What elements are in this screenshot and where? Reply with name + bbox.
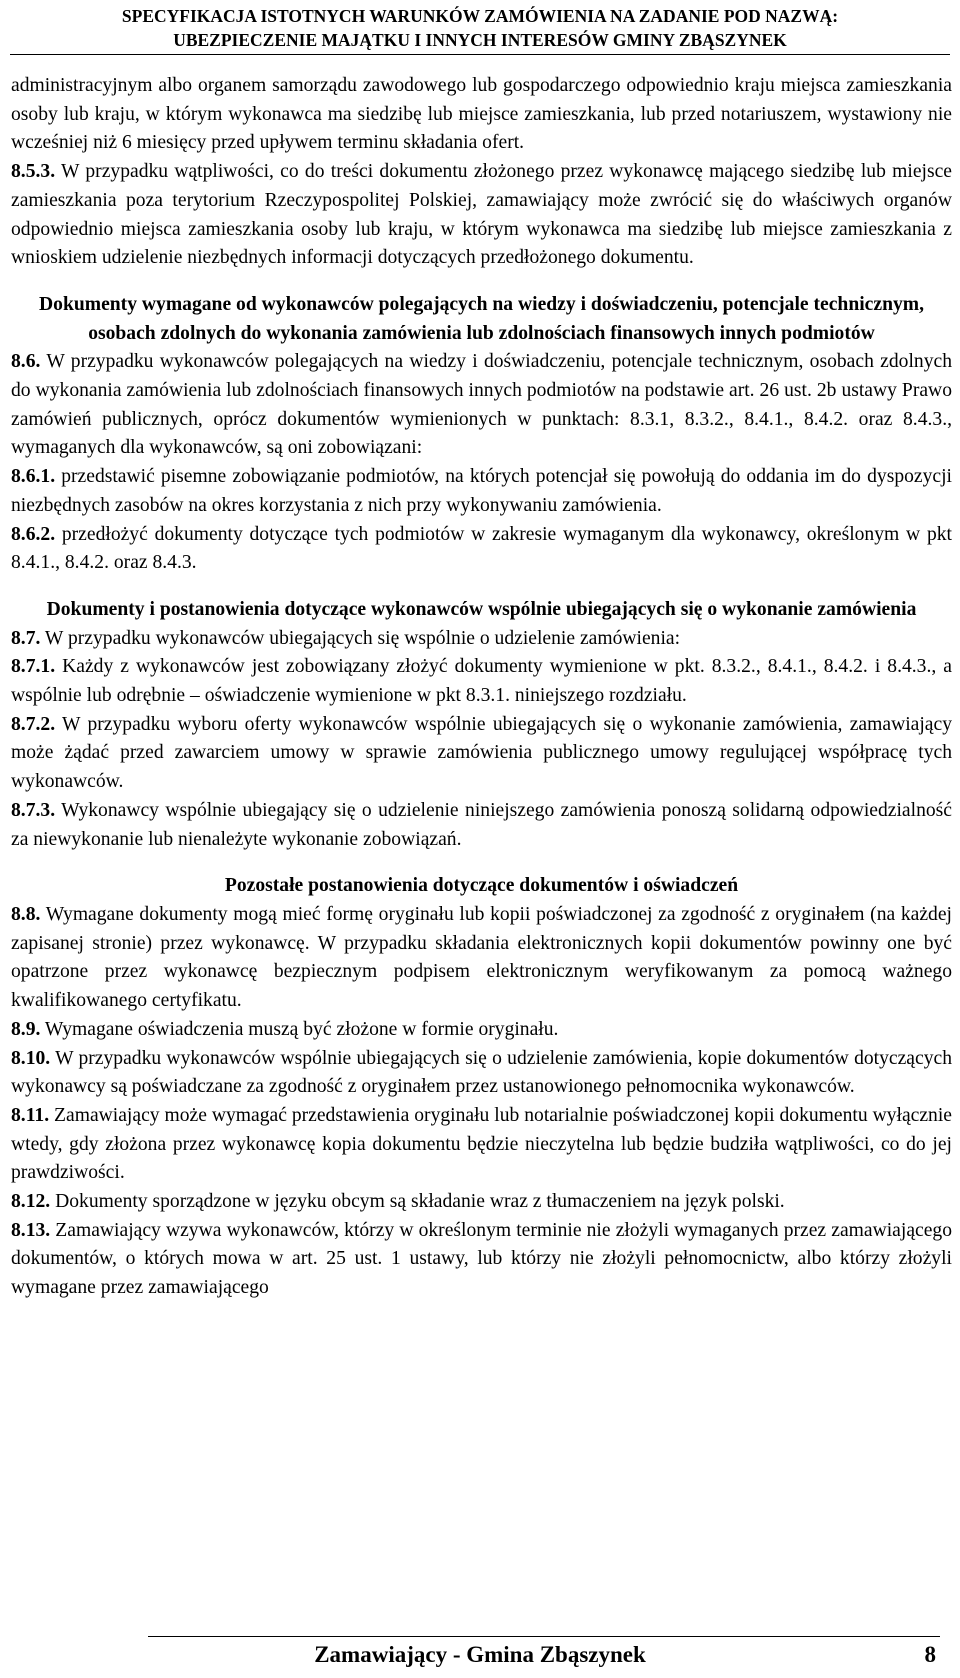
paragraph-text: Zamawiający może wymagać przedstawienia oryginału lub notarialnie poświadczonej kopii dokumentu wyłącznie wtedy, gdy złożona przez wykonawcę kopia dokumentu będzie nieczytelna lub będzie budziła wątpliwości, co do jej prawdziwości. [11,1104,952,1184]
document-body [11,72,952,1303]
footer-rule [148,1636,940,1637]
footer-text: Zamawiający - Gmina Zbąszynek [314,1642,646,1667]
paragraph-number: 8.13. [11,1219,51,1241]
paragraph-text: przedłożyć dokumenty dotyczące tych podmiotów w zakresie wymaganym dla wykonawcy, określonym w pkt 8.4.1., 8.4.2. oraz 8.4.3. [11,523,952,574]
paragraph-number: 8.8. [11,903,41,925]
paragraph-8-8 [11,901,952,1016]
paragraph-8-7-3 [11,797,952,854]
paragraph-text: W przypadku wyboru oferty wykonawców wspólnie ubiegających się o wykonanie zamówienia, zamawiający może żądać przed zawarciem umowy w sprawie zamówienia publicznego umowy regulującej współpracę tych wykonawców. [11,713,952,793]
paragraph-8-13 [11,1217,952,1303]
paragraph-8-10 [11,1045,952,1102]
paragraph-8-7-1 [11,653,952,710]
paragraph-number: 8.6. [11,351,41,373]
paragraph-number: 8.7.3. [11,799,56,821]
paragraph-8-7-2 [11,711,952,797]
paragraph-text: administracyjnym albo organem samorządu zawodowego lub gospodarczego odpowiednio kraju miejsca zamieszkania osoby lub kraju, w którym wykonawca ma siedzibę lub miejsce zamieszkania, lub przed notariuszem, wystawiony nie wcześniej niż 6 miesięcy przed upływem terminu składania ofert. [11,75,952,154]
paragraph-8-7 [11,625,952,654]
page-number: 8 [924,1642,936,1667]
paragraph-8-12 [11,1188,952,1217]
paragraph-text: Zamawiający wzywa wykonawców, którzy w określonym terminie nie złożyli wymaganych przez zamawiającego dokumentów, o których mowa w art. 25 ust. 1 ustawy, lub którzy nie złożyli pełnomocnictw, albo którzy złożyli wymagane przez zamawiającego [11,1219,952,1299]
paragraph-8-11 [11,1102,952,1188]
paragraph-text: Każdy z wykonawców jest zobowiązany złożyć dokumenty wymienione w pkt. 8.3.2., 8.4.1., 8.4.2. i 8.4.3., a wspólnie lub odrębnie – oświadczenie wymienione w pkt 8.3.1. niniejszego rozdziału. [11,656,952,707]
paragraph-8-6-1 [11,463,952,520]
paragraph-8-9 [11,1016,952,1045]
paragraph-text: W przypadku wątpliwości, co do treści dokumentu złożonego przez wykonawcę mającego siedzibę lub miejsce zamieszkania poza terytorium Rzeczypospolitej Polskiej, zamawiający może zwrócić się do właściwych organów odpowiednio miejsca zamieszkania osoby lub kraju, w którym wykonawca ma siedzibę lub miejsce zamieszkania z wnioskiem udzielenie niezbędnych informacji dotyczących przedłożonego dokumentu. [11,161,952,269]
page-footer [0,1636,960,1676]
paragraph-text: Wymagane oświadczenia muszą być złożone w formie oryginału. [40,1018,559,1040]
page-header [0,0,960,52]
paragraph-text: Wymagane dokumenty mogą mieć formę oryginału lub kopii poświadczonej za zgodność z oryginałem (na każdej zapisanej stronie) przez wykonawcę. W przypadku składania elektronicznych kopii dokumentów powinny one być opatrzone przez wykonawcę bezpiecznym podpisem elektronicznym weryfikowanym za pomocą ważnego kwalifikowanego certyfikatu. [11,903,952,1012]
paragraph-number: 8.12. [11,1191,51,1213]
paragraph-text: przedstawić pisemne zobowiązanie podmiotów, na których potencjał się powołują do oddania im do dyspozycji niezbędnych zasobów na okres korzystania z nich przy wykonywaniu zamówienia. [11,466,952,516]
paragraph-text: W przypadku wykonawców ubiegających się wspólnie o udzielenie zamówienia: [40,627,681,649]
paragraph-8-6-2 [11,521,952,578]
paragraph-text: Wykonawcy wspólnie ubiegający się o udzielenie niniejszego zamówienia ponoszą solidarną odpowiedzialność za niewykonanie lub nienależyte wykonanie zobowiązań. [11,799,952,850]
header-rule [10,54,950,55]
header-line-1: SPECYFIKACJA ISTOTNYCH WARUNKÓW ZAMÓWIENIA NA ZADANIE POD NAZWĄ: [121,6,839,26]
paragraph-number: 8.7.2. [11,713,56,735]
paragraph-continuation [11,72,952,158]
paragraph-number: 8.5.3. [11,161,56,183]
paragraph-number: 8.6.1. [11,466,56,488]
paragraph-text: W przypadku wykonawców wspólnie ubiegających się o udzielenie zamówienia, kopie dokumentów dotyczących wykonawcy są poświadczane za zgodność z oryginałem przez ustanowionego pełnomocnika wykonawców. [11,1047,952,1098]
paragraph-number: 8.9. [11,1018,41,1040]
paragraph-number: 8.6.2. [11,523,56,545]
section-heading-2: Dokumenty i postanowienia dotyczące wykonawców wspólnie ubiegających się o wykonanie zamówienia [46,598,917,620]
paragraph-number: 8.11. [11,1104,50,1126]
paragraph-text: W przypadku wykonawców polegających na wiedzy i doświadczeniu, potencjale technicznym, osobach zdolnych do wykonania zamówienia lub zdolnościach finansowych innych podmiotów na podstawie art. 26 ust. 2b ustawy Prawo zamówień publicznych, oprócz dokumentów wymienionych w punktach: 8.3.1, 8.3.2., 8.4.1., 8.4.2. oraz 8.4.3., wymaganych dla wykonawców, są oni zobowiązani: [11,351,952,459]
header-line-2: UBEZPIECZENIE MAJĄTKU I INNYCH INTERESÓW GMINY ZBĄSZYNEK [173,30,787,50]
paragraph-number: 8.7.1. [11,656,56,678]
paragraph-number: 8.10. [11,1047,51,1069]
section-heading-1: Dokumenty wymagane od wykonawców polegających na wiedzy i doświadczeniu, potencjale technicznym, osobach zdolnych do wykonania zamówienia lub zdolnościach finansowych innych podmiotów [39,293,924,344]
section-heading-3: Pozostałe postanowienia dotyczące dokumentów i oświadczeń [224,875,739,897]
paragraph-8-5-3 [11,158,952,273]
paragraph-text: Dokumenty sporządzone w języku obcym są składanie wraz z tłumaczeniem na język polski. [50,1191,785,1213]
paragraph-8-6 [11,348,952,463]
paragraph-number: 8.7. [11,627,41,649]
